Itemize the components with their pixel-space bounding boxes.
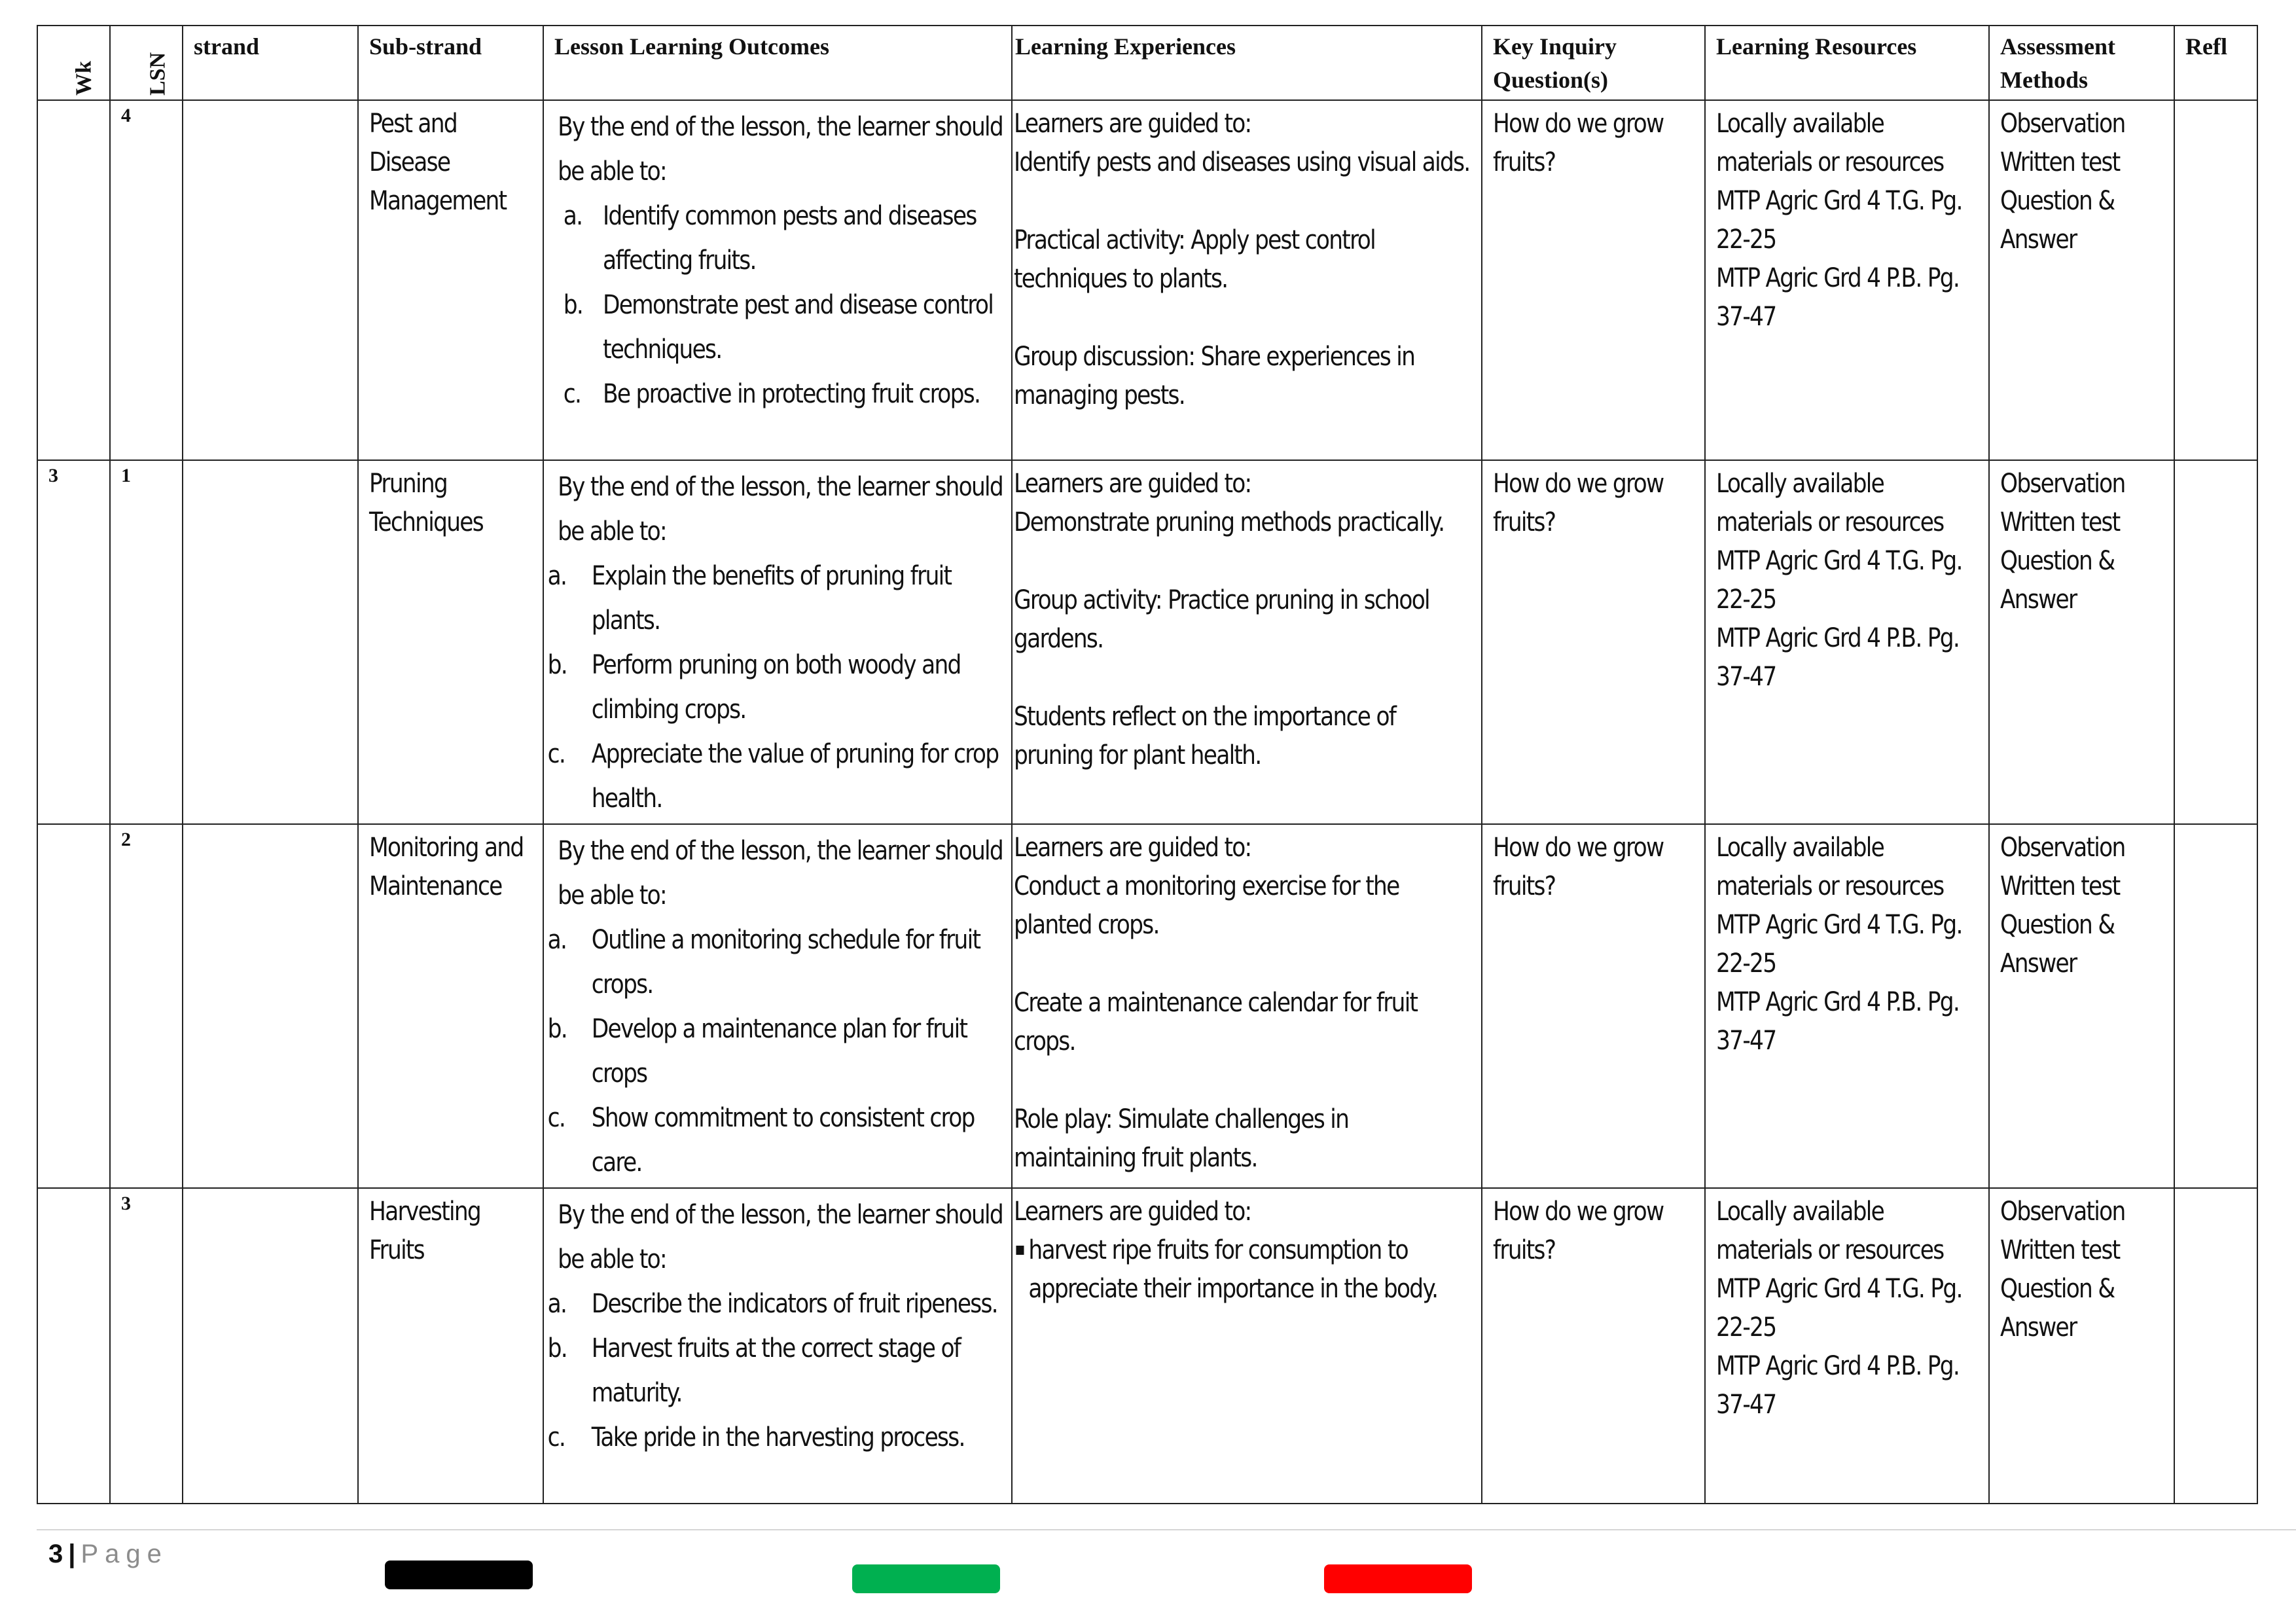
outcome-intro: By the end of the lesson, the learner should be able to: [558,1200,1003,1274]
cell-outcomes [543,100,1012,460]
outcome-intro: By the end of the lesson, the learner should be able to: [558,472,1003,547]
header-assessment: Assessment Methods [1989,26,2174,100]
experience-item: Group activity: Practice pruning in school gardens. [1014,585,1429,654]
experience-item: Learners are guided to: [1014,833,1251,863]
cell-inquiry: How do we grow fruits? [1482,1188,1705,1504]
cell-lsn: 4 [110,100,183,460]
cell-sub-strand: Monitoring and Maintenance [358,824,543,1188]
cell-inquiry: How do we grow fruits? [1482,460,1705,824]
cell-wk [37,1188,110,1504]
resource-item: Locally available materials or resources [1716,469,1944,537]
scheme-of-work-table [37,25,2258,1504]
cell-resources [1705,460,1989,824]
assessment-item: Written test [2000,147,2120,177]
cell-outcomes [543,460,1012,824]
cell-resources [1705,824,1989,1188]
cell-lsn: 1 [110,460,183,824]
resource-item: Locally available materials or resources [1716,1197,1944,1265]
list-item: c. Take pride in the harvesting process. [547,1422,965,1453]
experience-item: Learners are guided to: [1014,1197,1251,1227]
table-row [37,460,2257,824]
list-item: b. Harvest fruits at the correct stage of maturity. [547,1333,961,1408]
cell-wk: 3 [37,460,110,824]
cell-reflection [2174,460,2257,824]
outcome-intro: By the end of the lesson, the learner should be able to: [558,836,1003,911]
assessment-item: Question & Answer [2000,910,2115,979]
experience-item: Identify pests and diseases using visual aids. [1014,147,1470,177]
table-row [37,824,2257,1188]
assessment-item: Observation [2000,109,2125,139]
resource-item: Locally available materials or resources [1716,833,1944,901]
experience-item: Learners are guided to: [1014,109,1251,139]
list-item: b. Perform pruning on both woody and climbing crops. [547,650,961,725]
cell-experiences [1012,460,1482,824]
list-item: a. Identify common pests and diseases affecting fruits. [563,201,977,276]
header-reflection: Refl [2174,26,2257,100]
experience-item: Demonstrate pruning methods practically. [1014,507,1444,537]
assessment-item: Written test [2000,1235,2120,1265]
list-item: a. Outline a monitoring schedule for fruit crops. [547,925,980,1000]
experience-item: Learners are guided to: [1014,469,1251,499]
table-row [37,100,2257,460]
assessment-item: Observation [2000,1197,2125,1227]
header-lsn: LSN [110,26,183,100]
assessment-item: Written test [2000,507,2120,537]
cell-assessment [1989,100,2174,460]
header-inquiry: Key Inquiry Question(s) [1482,26,1705,100]
assessment-item: Question & Answer [2000,1274,2115,1343]
cell-reflection [2174,100,2257,460]
resource-item: MTP Agric Grd 4 T.G. Pg. 22-25 [1716,186,1962,255]
header-row [37,26,2257,100]
outcome-intro: By the end of the lesson, the learner should be able to: [558,112,1003,187]
experience-item: Conduct a monitoring exercise for the planted crops. [1014,871,1399,940]
assessment-item: Question & Answer [2000,546,2115,615]
assessment-item: Question & Answer [2000,186,2115,255]
cell-assessment [1989,1188,2174,1504]
outcome-list [547,554,1005,821]
cell-strand [183,460,358,824]
outcome-list [547,1282,1005,1460]
header-experiences: Learning Experiences [1012,26,1482,100]
experience-item: harvest ripe fruits for consumption to appreciate their importance in the body. [1014,1231,1475,1308]
resource-item: MTP Agric Grd 4 T.G. Pg. 22-25 [1716,546,1962,615]
color-swatch-green [852,1564,1000,1593]
header-sub-strand: Sub-strand [358,26,543,100]
list-item: c. Show commitment to consistent crop care. [547,1103,975,1178]
cell-sub-strand: Harvesting Fruits [358,1188,543,1504]
experience-item: Create a maintenance calendar for fruit crops. [1014,988,1418,1056]
outcome-list [554,194,1005,416]
page-number: 3 | Page [48,1540,168,1568]
cell-lsn: 2 [110,824,183,1188]
list-item: b. Demonstrate pest and disease control techniques. [563,290,994,365]
assessment-item: Observation [2000,469,2125,499]
cell-experiences [1012,100,1482,460]
header-resources: Learning Resources [1705,26,1989,100]
list-item: a. Explain the benefits of pruning fruit plants. [547,561,952,636]
resource-item: MTP Agric Grd 4 P.B. Pg. 37-47 [1716,1351,1960,1420]
header-wk: Wk [37,26,110,100]
list-item: b. Develop a maintenance plan for fruit crops [547,1014,967,1089]
list-item: a. Describe the indicators of fruit ripeness. [547,1289,997,1319]
cell-sub-strand: Pruning Techniques [358,460,543,824]
cell-reflection [2174,824,2257,1188]
footer-divider [37,1529,2296,1530]
experience-item: Group discussion: Share experiences in managing pests. [1014,342,1415,410]
cell-inquiry: How do we grow fruits? [1482,824,1705,1188]
outcome-list [547,918,1005,1185]
header-outcomes: Lesson Learning Outcomes [543,26,1012,100]
cell-strand [183,824,358,1188]
cell-outcomes [543,1188,1012,1504]
cell-reflection [2174,1188,2257,1504]
color-swatch-black [385,1561,533,1589]
resource-item: MTP Agric Grd 4 T.G. Pg. 22-25 [1716,1274,1962,1343]
resource-item: MTP Agric Grd 4 P.B. Pg. 37-47 [1716,987,1960,1056]
cell-lsn: 3 [110,1188,183,1504]
table-row [37,1188,2257,1504]
header-strand: strand [183,26,358,100]
cell-wk [37,100,110,460]
cell-resources [1705,1188,1989,1504]
cell-sub-strand: Pest and Disease Management [358,100,543,460]
cell-resources [1705,100,1989,460]
cell-strand [183,100,358,460]
list-item: c. Be proactive in protecting fruit crops. [563,379,980,409]
cell-outcomes [543,824,1012,1188]
experience-item: Practical activity: Apply pest control techniques to plants. [1014,225,1375,294]
cell-experiences [1012,824,1482,1188]
cell-assessment [1989,824,2174,1188]
cell-inquiry: How do we grow fruits? [1482,100,1705,460]
cell-strand [183,1188,358,1504]
color-swatch-red [1324,1564,1472,1593]
list-item: c. Appreciate the value of pruning for crop health. [547,739,999,814]
resource-item: Locally available materials or resources [1716,109,1944,177]
experience-item: Students reflect on the importance of pruning for plant health. [1014,702,1396,770]
assessment-item: Written test [2000,871,2120,901]
resource-item: MTP Agric Grd 4 T.G. Pg. 22-25 [1716,910,1962,979]
resource-item: MTP Agric Grd 4 P.B. Pg. 37-47 [1716,623,1960,692]
experience-item: Role play: Simulate challenges in maintaining fruit plants. [1014,1104,1349,1173]
resource-item: MTP Agric Grd 4 P.B. Pg. 37-47 [1716,263,1960,332]
cell-experiences [1012,1188,1482,1504]
cell-assessment [1989,460,2174,824]
cell-wk [37,824,110,1188]
assessment-item: Observation [2000,833,2125,863]
